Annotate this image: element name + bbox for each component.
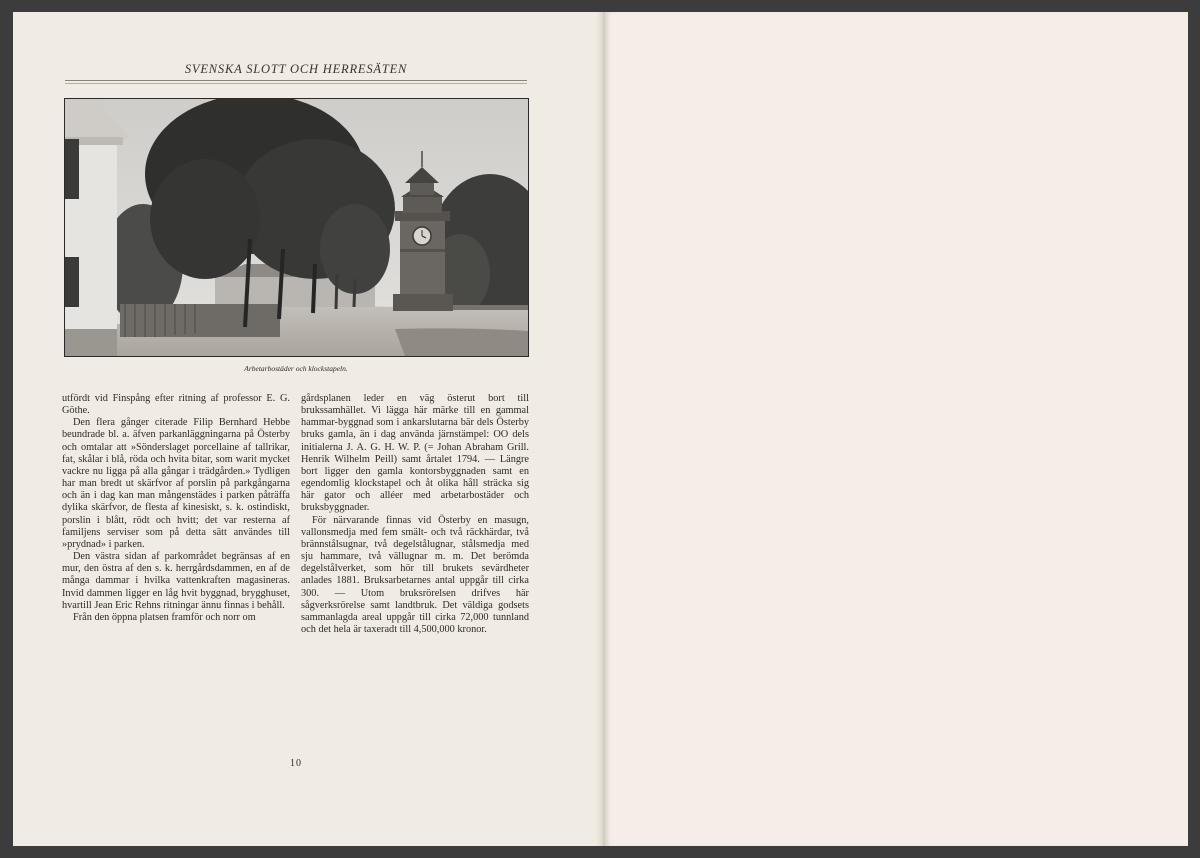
right-page-blank (603, 12, 1188, 846)
book-spread (13, 12, 1188, 846)
paragraph: utfördt vid Finspång efter ritning af professor E. G. Göthe. (62, 393, 290, 417)
paragraph: gårdsplanen leder en väg österut bort till brukssamhället. Vi lägga här märke till en gammal hammar-byggnad som i ankarslutarna bär dels Österby bruks gamla, än i dag använda järnstämpel: OO dels initialerna J. A. G. H. W. P. (= Johan Abraham Grill. Henrik Wilhelm Peill) samt årtalet 1794. — Längre bort ligger den gamla kontorsbyggnaden samt en egendomlig klockstapel och åt olika håll sträcka sig här gator och alléer med arbetarbostäder och bruksbyggnader. (301, 393, 529, 514)
header-rule (65, 80, 527, 84)
photograph (64, 98, 529, 357)
book-gutter (596, 12, 610, 846)
running-head: SVENSKA SLOTT OCH HERRESÄTEN (184, 62, 408, 76)
page-number: 10 (290, 758, 302, 769)
paragraph: För närvarande finnas vid Österby en masugn, vallonsmedja med fem smält- och två räckhärdar, två brännstålsugnar, två degelstålugnar, stålsmedja med sju hammare, två vällugnar m. m. Det berömda degelstålverket, som hör till brukets sevärdheter anlades 1881. Bruksarbetarnes antal uppgår till cirka 300. — Utom bruksrörelsen drifves här sågverksrörelse samt landtbruk. Det väldiga godsets sammanlagda areal uppgår till cirka 72,000 tunnland och det hela är taxeradt till 4,500,000 kronor. (301, 514, 529, 635)
photo-caption: Arbetarbostäder och klockstapeln. (244, 364, 348, 373)
paragraph: Från den öppna platsen framför och norr om (73, 611, 256, 623)
paragraph: Den västra sidan af parkområdet begränsas af en mur, den östra af den s. k. herrgårdsdammen, en af de många dammar i hvilka vattenkraften magasineras. Invid dammen ligger en låg hvit byggnad, brygghuset, hvartill Jean Eric Rehns ritningar ännu finnas i behåll. (62, 551, 290, 611)
text-column-left (62, 393, 290, 624)
paragraph: Den flera gånger citerade Filip Bernhard Hebbe beundrade bl. a. äfven parkanläggningarna på Österby och omtalar att »Sönderslaget porcellaine af tallrikar, fat, skålar i blå, röda och hvita bitar, som warit mycket vackre nu ligga på alla gångar i trädgården.» Tydligen har man bredt ut skärfvor af porslin på parkgångarna och än i dag kan man mångenstädes i parken påträffa dylika skärfvor, de flesta af kinesiskt, s. k. ostindiskt, porslin i blått, rödt och hvitt; det var resterna af familjens serviser som på detta sätt användes till »prydnad» i parken. (62, 417, 290, 550)
text-column-right (301, 393, 529, 636)
left-page (13, 12, 603, 846)
photograph-illustration (65, 99, 528, 356)
